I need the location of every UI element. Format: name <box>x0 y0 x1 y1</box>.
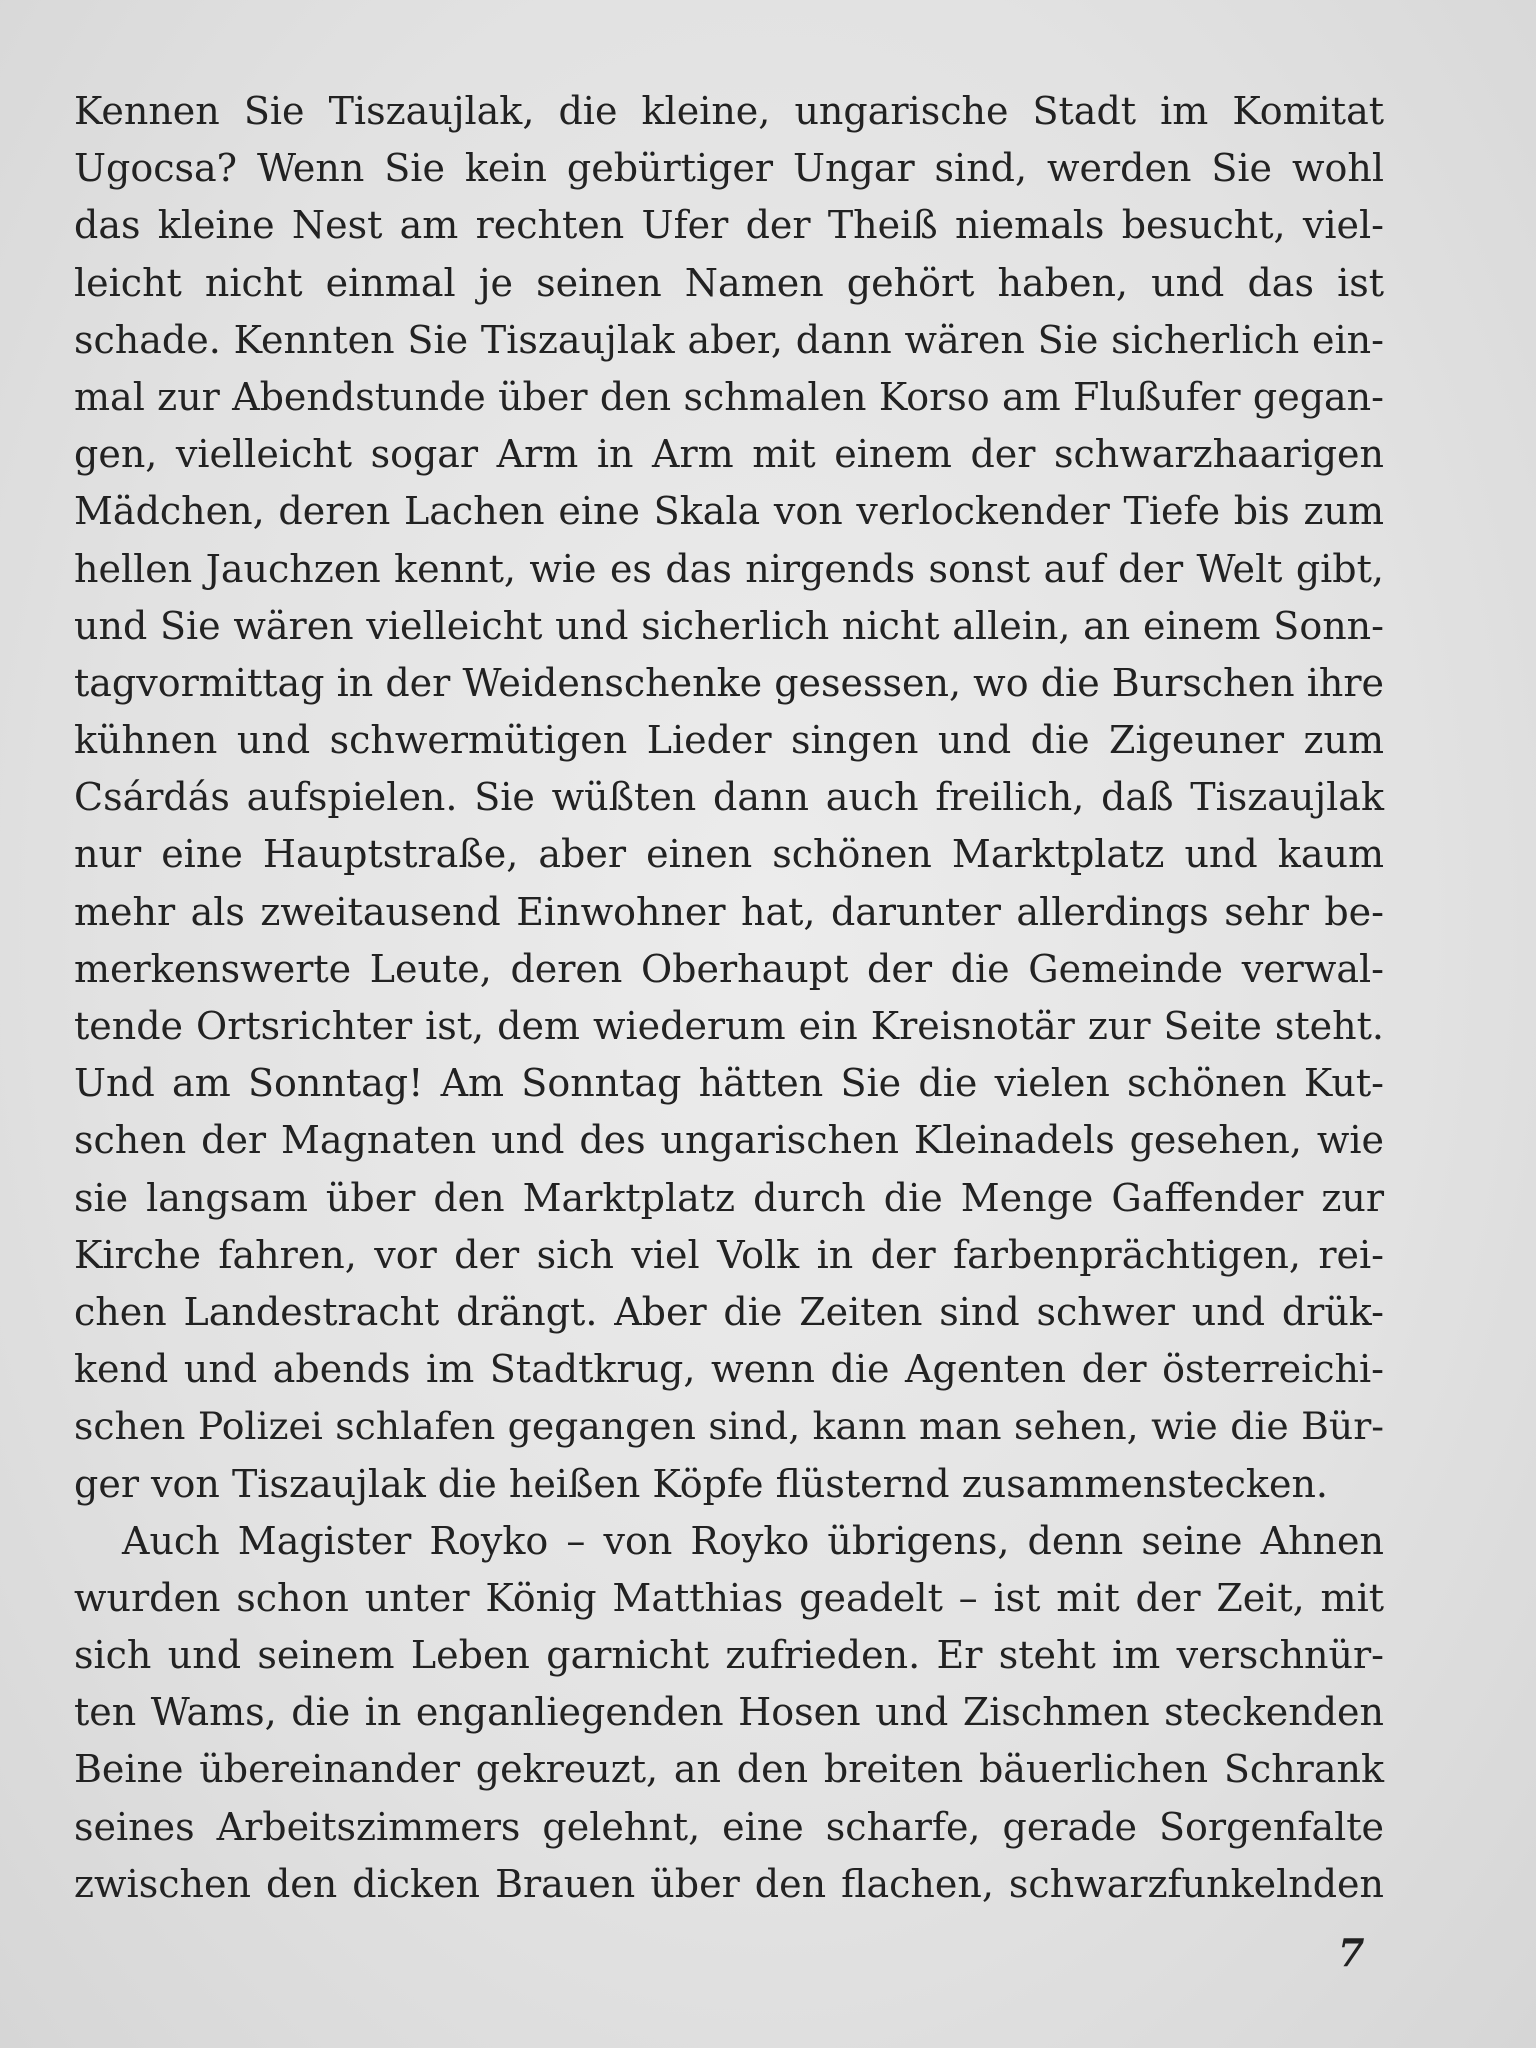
text-line: Csárdás aufspielen. Sie wüßten dann auch freilich, daß Tiszaujlak <box>74 775 1384 820</box>
text-line: kühnen und schwermütigen Lieder singen und die Zigeuner zum <box>74 718 1384 763</box>
text-line: schen der Magnaten und des ungarischen Kleinadels gesehen, wie <box>74 1118 1384 1163</box>
paragraph-1 <box>74 83 1384 1513</box>
page-number: 7 <box>1338 1930 1365 1975</box>
text-line: tende Ortsrichter ist, dem wiederum ein Kreisnotär zur Seite steht. <box>74 1004 1384 1048</box>
text-line: Kirche fahren, vor der sich viel Volk in der farbenprächtigen, rei- <box>74 1232 1384 1277</box>
text-line: seines Arbeitszimmers gelehnt, eine scharfe, gerade Sorgenfalte <box>74 1804 1384 1849</box>
text-line: ger von Tiszaujlak die heißen Köpfe flüsternd zusammenstecken. <box>74 1461 1328 1506</box>
text-line: schen Polizei schlafen gegangen sind, kann man sehen, wie die Bür- <box>74 1404 1384 1449</box>
text-line: mehr als zweitausend Einwohner hat, darunter allerdings sehr be- <box>74 889 1384 934</box>
text-line: merkenswerte Leute, deren Oberhaupt der die Gemeinde verwal- <box>74 946 1384 991</box>
text-line: Beine übereinander gekreuzt, an den breiten bäuerlichen Schrank <box>74 1747 1384 1792</box>
text-line: mal zur Abendstunde über den schmalen Korso am Flußufer gegan- <box>74 374 1384 419</box>
text-line: Mädchen, deren Lachen eine Skala von verlockender Tiefe bis zum <box>74 489 1384 534</box>
text-line: Kennen Sie Tiszaujlak, die kleine, ungarische Stadt im Komitat <box>74 89 1384 133</box>
text-line: sich und seinem Leben garnicht zufrieden. Er steht im verschnür- <box>74 1633 1384 1678</box>
text-line: nur eine Hauptstraße, aber einen schönen Marktplatz und kaum <box>74 832 1384 877</box>
text-line: hellen Jauchzen kennt, wie es das nirgends sonst auf der Welt gibt, <box>74 546 1384 591</box>
text-line: schade. Kennten Sie Tiszaujlak aber, dann wären Sie sicherlich ein- <box>74 317 1384 362</box>
text-line: zwischen den dicken Brauen über den flachen, schwarzfunkelnden <box>74 1861 1384 1906</box>
paragraph-2 <box>74 1513 1384 1913</box>
text-line: leicht nicht einmal je seinen Namen gehört haben, und das ist <box>74 260 1384 305</box>
text-line: tagvormittag in der Weidenschenke gesessen, wo die Burschen ihre <box>74 660 1384 705</box>
text-line: kend und abends im Stadtkrug, wenn die Agenten der österreichi- <box>74 1347 1384 1392</box>
text-line: wurden schon unter König Matthias geadelt – ist mit der Zeit, mit <box>74 1575 1384 1620</box>
text-line: Ugocsa? Wenn Sie kein gebürtiger Ungar sind, werden Sie wohl <box>74 146 1384 191</box>
text-line: gen, vielleicht sogar Arm in Arm mit einem der schwarzhaarigen <box>74 432 1384 477</box>
body-text <box>74 83 1384 1913</box>
text-line: Auch Magister Royko – von Royko übrigens, denn seine Ahnen <box>122 1518 1384 1563</box>
text-line: chen Landestracht drängt. Aber die Zeiten sind schwer und drük- <box>74 1289 1384 1334</box>
text-line: das kleine Nest am rechten Ufer der Theiß niemals besucht, viel- <box>74 203 1384 248</box>
text-line: ten Wams, die in enganliegenden Hosen und Zischmen steckenden <box>74 1690 1384 1735</box>
text-line: sie langsam über den Marktplatz durch die Menge Gaffender zur <box>74 1175 1384 1220</box>
text-line: Und am Sonntag! Am Sonntag hätten Sie die vielen schönen Kut- <box>74 1061 1384 1106</box>
text-line: und Sie wären vielleicht und sicherlich nicht allein, an einem Sonn- <box>74 603 1384 648</box>
